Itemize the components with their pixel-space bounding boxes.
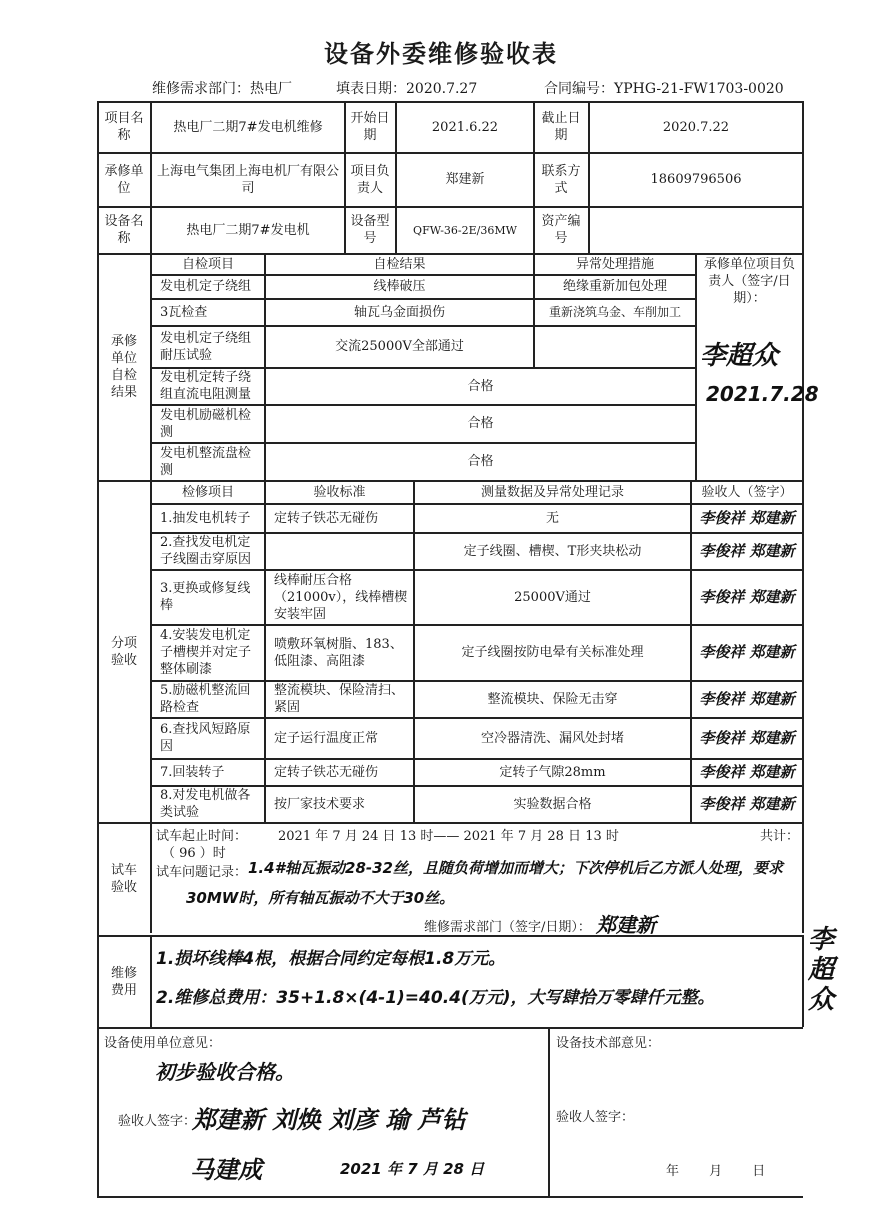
acceptance-item: 8.对发电机做各类试验	[160, 788, 251, 820]
form-title: 设备外委维修验收表	[324, 39, 558, 68]
acceptance-record: 无	[545, 510, 559, 526]
contractor-value: 上海电气集团上海电机厂有限公司	[156, 163, 339, 196]
contact-value: 18609796506	[650, 172, 742, 187]
user-accept-signature-2: 马建成	[190, 1156, 262, 1184]
selfcheck-header-signature: 承修单位项目负责人（签字/日期）：	[703, 257, 795, 306]
acceptance-signer: 李俊祥 郑建新	[699, 794, 795, 813]
acceptance-signer: 李俊祥 郑建新	[699, 762, 795, 781]
trial-issue-line-1: 1.4#轴瓦振动28-32丝，且随负荷增加而增大；下次停机后乙方派人处理，要求	[248, 859, 783, 877]
acceptance-record: 25000V通过	[514, 589, 591, 605]
project-name-label: 项目名称	[104, 111, 144, 143]
acceptance-standard: 定转子铁芯无碰伤	[274, 764, 379, 780]
tech-accept-date: 年 月 日	[666, 1164, 766, 1179]
acceptance-header-signer: 验收人（签字）	[701, 484, 793, 500]
selfcheck-section-label: 承修单位自检结果	[110, 334, 137, 400]
acceptance-record: 定子线圈、槽楔、T形夹块松动	[463, 543, 642, 559]
selfcheck-header-result: 自检结果	[373, 256, 426, 272]
cost-line-1: 1.损坏线棒4根，根据合同约定每根1.8万元。	[156, 949, 506, 969]
project-name-value: 热电厂二期7#发电机维修	[173, 119, 323, 135]
user-accept-signatures: 郑建新 刘焕 刘彦 瑜 芦钻	[192, 1106, 466, 1134]
acceptance-signer: 李俊祥 郑建新	[699, 689, 795, 708]
trial-sign-label: 维修需求部门（签字/日期）：	[424, 920, 591, 935]
selfcheck-item: 发电机定子绕组	[160, 279, 252, 294]
cost-section-label: 维修费用	[110, 965, 137, 998]
acceptance-standard: 整流模块、保险清扫、紧固	[274, 683, 405, 715]
acceptance-standard: 喷敷环氧树脂、183、低阻漆、高阻漆	[274, 636, 403, 669]
acceptance-header-item: 检修项目	[181, 484, 234, 500]
end-date-label: 截止日期	[541, 111, 581, 143]
project-manager-label: 项目负责人	[350, 163, 390, 196]
start-date-value: 2021.6.22	[431, 119, 499, 135]
acceptance-standard: 定转子铁芯无碰伤	[274, 510, 379, 526]
selfcheck-signature: 李超众	[700, 341, 779, 371]
acceptance-standard: 按厂家技术要求	[274, 796, 366, 812]
acceptance-record: 整流模块、保险无击穿	[487, 691, 618, 707]
start-date-label: 开始日期	[350, 111, 390, 143]
selfcheck-result: 合格	[467, 416, 494, 431]
acceptance-item: 1.抽发电机转子	[160, 510, 251, 526]
contract-number-field: 合同编号：YPHG-21-FW1703-0020	[544, 81, 784, 97]
model-value: QFW-36-2E/36MW	[413, 223, 517, 237]
asset-number-value	[590, 207, 802, 253]
selfcheck-item: 发电机整流盘检测	[160, 445, 252, 478]
contact-label: 联系方式	[541, 163, 581, 196]
acceptance-item: 7.回装转子	[160, 764, 225, 780]
acceptance-record: 实验数据合格	[513, 796, 592, 812]
acceptance-record: 定子线圈按防电晕有关标准处理	[461, 645, 644, 660]
acceptance-item: 3.更换或修复线棒	[160, 581, 251, 613]
trial-total-hours: （ 96 ）时	[162, 846, 226, 861]
trial-section-label: 试车验收	[110, 863, 137, 895]
selfcheck-measure: 绝缘重新加包处理	[562, 279, 667, 294]
project-manager-value: 郑建新	[445, 172, 485, 187]
acceptance-item: 5.励磁机整流回路检查	[160, 683, 251, 715]
selfcheck-measure: 重新浇筑乌金、车削加工	[548, 304, 681, 319]
acceptance-record: 空冷器清洗、漏风处封堵	[480, 730, 624, 746]
trial-total-label: 共计：	[760, 829, 800, 844]
acceptance-record: 定转子气隙28mm	[499, 764, 606, 780]
trial-issue-label: 试车问题记录：	[156, 865, 248, 880]
selfcheck-item: 3瓦检查	[160, 304, 208, 320]
trial-period: 2021 年 7 月 24 日 13 时—— 2021 年 7 月 28 日 13 时	[278, 829, 619, 844]
selfcheck-item: 发电机定转子绕组直流电阻测量	[160, 370, 252, 402]
cost-side-signature: 李超众	[808, 925, 835, 1015]
acceptance-signer: 李俊祥 郑建新	[699, 508, 795, 527]
trial-issue-line-2: 30MW时，所有轴瓦振动不大于30丝。	[186, 889, 455, 907]
asset-number-label: 资产编号	[541, 214, 581, 246]
contractor-label: 承修单位	[104, 163, 144, 196]
acceptance-standard: 定子运行温度正常	[274, 730, 379, 746]
selfcheck-sign-date: 2021.7.28	[706, 382, 819, 406]
acceptance-signer: 李俊祥 郑建新	[699, 728, 795, 747]
acceptance-signer: 李俊祥 郑建新	[699, 643, 795, 661]
selfcheck-item: 发电机定子绕组耐压试验	[160, 330, 252, 363]
acceptance-signer: 李俊祥 郑建新	[699, 587, 795, 606]
acceptance-header-standard: 验收标准	[313, 484, 366, 500]
fill-date-field: 填表日期：2020.7.27	[336, 81, 478, 97]
selfcheck-result: 轴瓦乌金面损伤	[353, 304, 445, 320]
acceptance-signer: 李俊祥 郑建新	[699, 541, 795, 560]
end-date-value: 2020.7.22	[662, 119, 730, 135]
acceptance-section-label: 分项验收	[110, 635, 137, 668]
dept-field: 维修需求部门：热电厂	[152, 81, 292, 97]
selfcheck-result: 交流25000V全部通过	[335, 339, 464, 354]
user-accept-date: 2021 年 7 月 28 日	[340, 1160, 485, 1178]
user-accept-sign-label: 验收人签字：	[118, 1114, 197, 1129]
user-opinion-label: 设备使用单位意见：	[104, 1036, 222, 1051]
tech-accept-sign-label: 验收人签字：	[556, 1110, 635, 1125]
selfcheck-result: 线棒破压	[373, 279, 426, 294]
selfcheck-header-item: 自检项目	[181, 256, 234, 272]
trial-signature: 郑建新	[596, 913, 656, 937]
acceptance-item: 4.安装发电机定子槽楔并对定子整体刷漆	[160, 628, 252, 677]
acceptance-item: 2.查找发电机定子线圈击穿原因	[160, 535, 252, 567]
selfcheck-result: 合格	[467, 454, 494, 469]
selfcheck-result: 合格	[467, 378, 494, 394]
acceptance-item: 6.查找风短路原因	[160, 722, 251, 754]
equipment-name-label: 设备名称	[104, 214, 144, 246]
cost-line-2: 2.维修总费用：35+1.8×(4-1)=40.4(万元)，大写肆拾万零肆仟元整。	[156, 988, 715, 1008]
model-label: 设备型号	[350, 214, 390, 246]
acceptance-standard: 线棒耐压合格（21000v），线棒槽楔安装牢固	[274, 572, 408, 622]
user-opinion: 初步验收合格。	[155, 1060, 295, 1084]
selfcheck-item: 发电机励磁机检测	[160, 407, 252, 440]
selfcheck-header-measure: 异常处理措施	[575, 256, 654, 272]
equipment-name-value: 热电厂二期7#发电机	[186, 222, 310, 238]
selfcheck-measure	[535, 326, 695, 367]
acceptance-header-record: 测量数据及异常处理记录	[480, 484, 624, 500]
trial-period-label: 试车起止时间：	[156, 829, 248, 844]
acceptance-standard	[266, 533, 413, 569]
tech-opinion-label: 设备技术部意见：	[556, 1036, 661, 1051]
